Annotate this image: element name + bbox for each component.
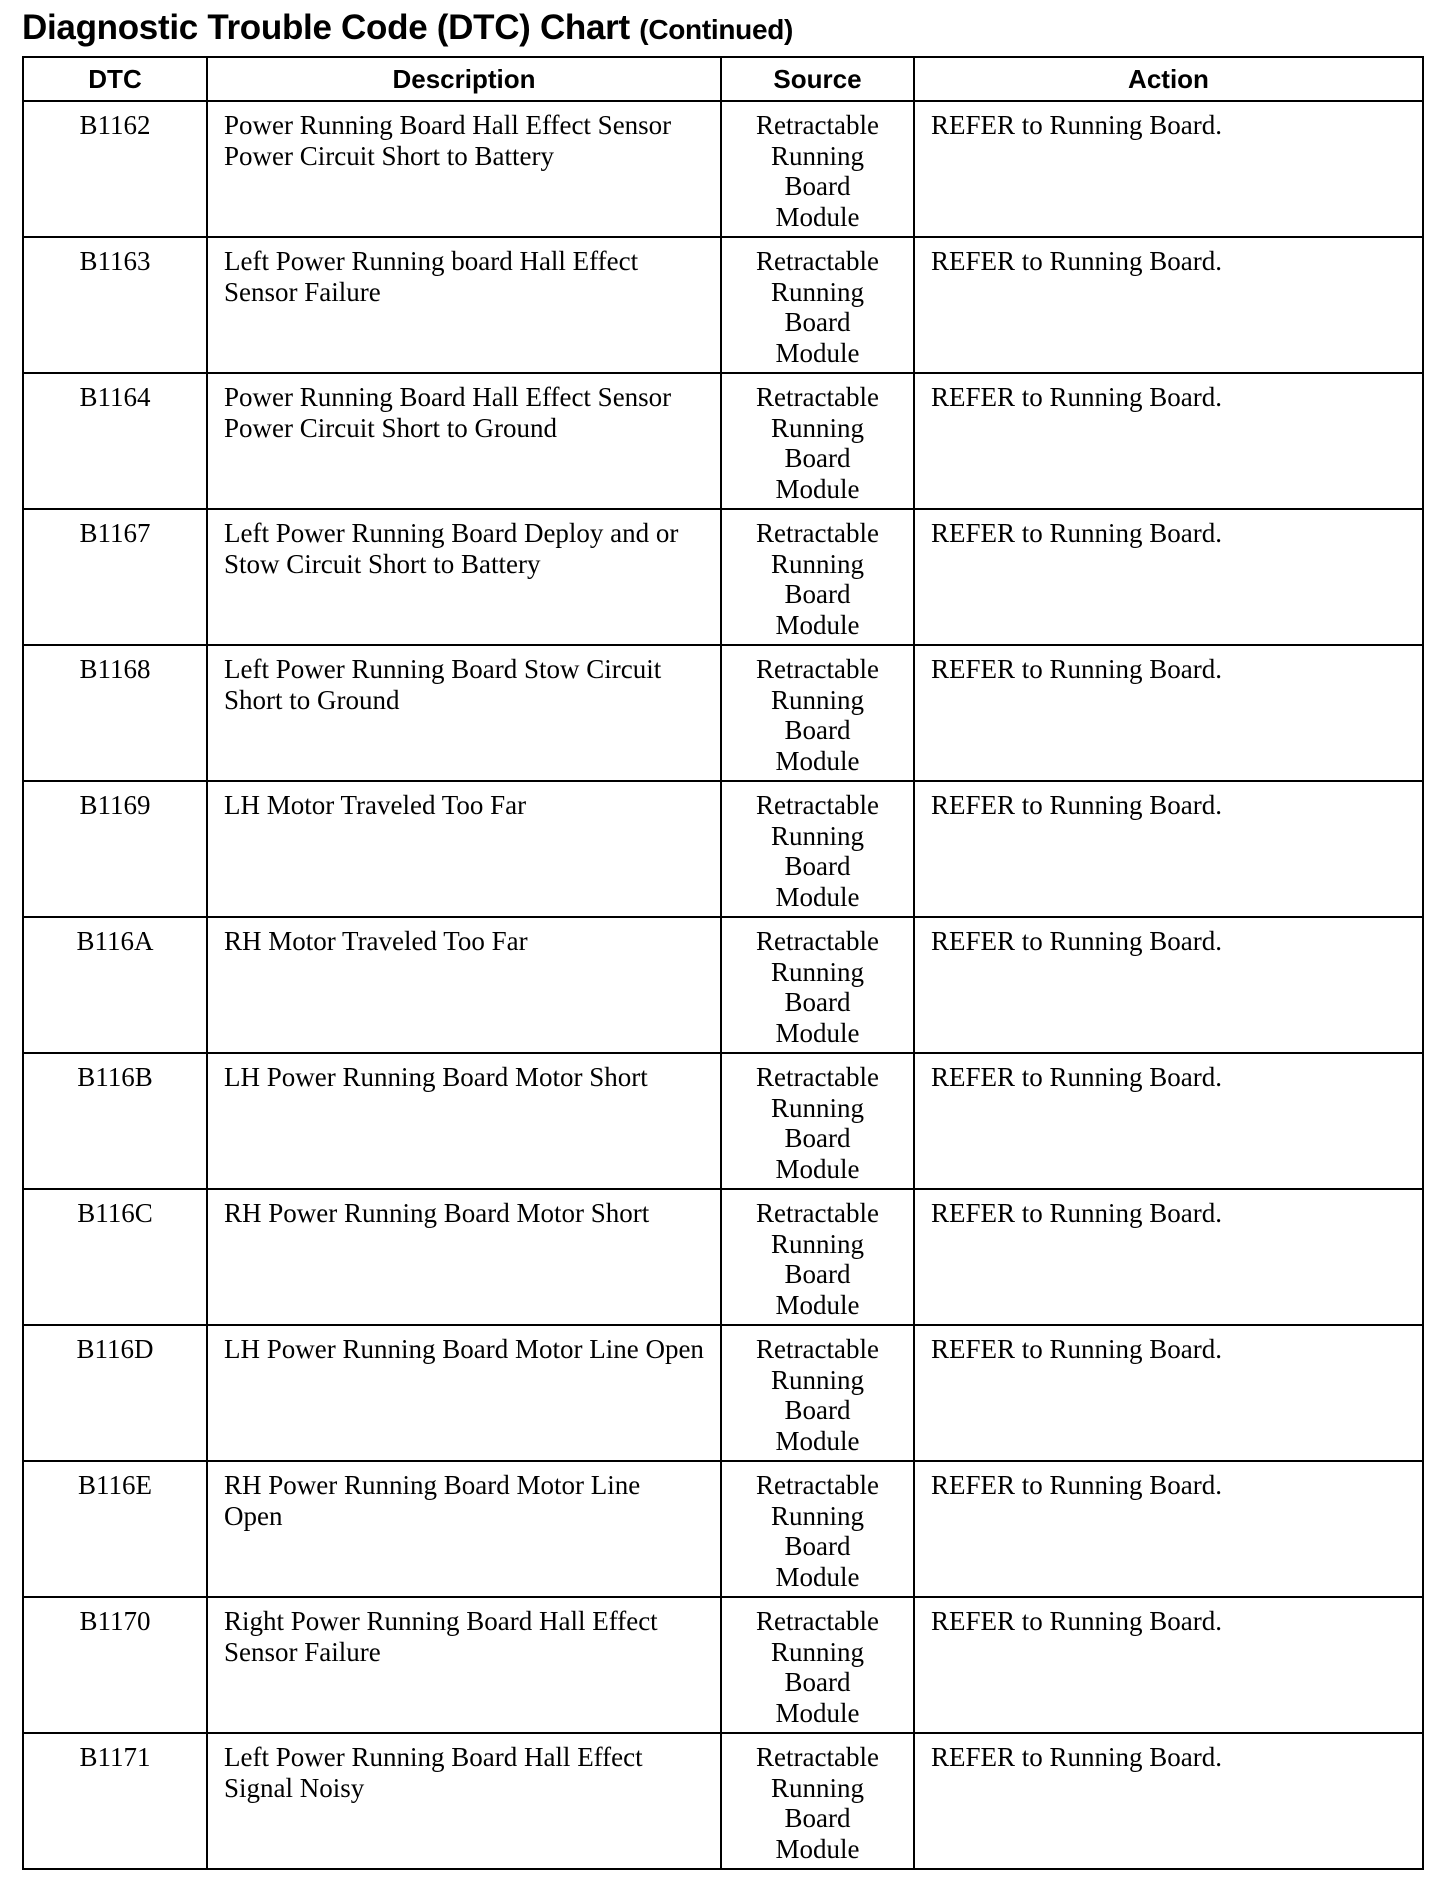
- source-cell: [721, 1189, 914, 1325]
- table-body: [23, 101, 1423, 1869]
- table-row: [23, 1325, 1423, 1461]
- dtc-code-cell: B1170: [23, 1597, 207, 1733]
- table-row: [23, 101, 1423, 237]
- source-line: Retractable: [756, 1470, 879, 1500]
- source-cell: [721, 1733, 914, 1869]
- source-line: Running: [770, 276, 864, 307]
- source-line: Board: [784, 1667, 851, 1697]
- action-cell: REFER to Running Board.: [914, 1461, 1423, 1597]
- description-cell: Power Running Board Hall Effect Sensor Power Circuit Short to Battery: [207, 101, 721, 237]
- source-line: Running: [770, 956, 864, 987]
- description-cell: Left Power Running board Hall Effect Sensor Failure: [207, 237, 721, 373]
- source-cell: [721, 917, 914, 1053]
- source-line: Board: [784, 1531, 851, 1561]
- source-line: Board: [784, 307, 851, 337]
- dtc-code-cell: B116E: [23, 1461, 207, 1597]
- description-cell: Left Power Running Board Deploy and or Stow Circuit Short to Battery: [207, 509, 721, 645]
- source-line: Retractable: [756, 1606, 879, 1636]
- action-cell: REFER to Running Board.: [914, 1053, 1423, 1189]
- source-line: Running: [770, 1364, 864, 1395]
- source-cell: [721, 1053, 914, 1189]
- source-line: Board: [784, 1259, 851, 1289]
- source-line: Board: [784, 1803, 851, 1833]
- source-line: Module: [775, 473, 860, 504]
- source-cell: [721, 1325, 914, 1461]
- source-line: Retractable: [756, 518, 879, 548]
- action-cell: REFER to Running Board.: [914, 101, 1423, 237]
- dtc-code-cell: B1169: [23, 781, 207, 917]
- column-header-source: Source: [721, 57, 914, 101]
- table-row: [23, 1733, 1423, 1869]
- dtc-code-cell: B1171: [23, 1733, 207, 1869]
- table-row: [23, 917, 1423, 1053]
- description-cell: Power Running Board Hall Effect Sensor Power Circuit Short to Ground: [207, 373, 721, 509]
- description-cell: LH Power Running Board Motor Short: [207, 1053, 721, 1189]
- source-line: Running: [770, 684, 864, 715]
- description-cell: RH Power Running Board Motor Short: [207, 1189, 721, 1325]
- source-line: Retractable: [756, 1742, 879, 1772]
- source-line: Running: [770, 1636, 864, 1667]
- table-row: [23, 373, 1423, 509]
- page-title-suffix: (Continued): [639, 14, 794, 45]
- source-cell: [721, 373, 914, 509]
- action-cell: REFER to Running Board.: [914, 509, 1423, 645]
- source-line: Running: [770, 1772, 864, 1803]
- page-title-main: Diagnostic Trouble Code (DTC) Chart: [22, 8, 630, 47]
- table-header-row: [23, 57, 1423, 101]
- column-header-dtc: DTC: [23, 57, 207, 101]
- description-cell: Left Power Running Board Stow Circuit Short to Ground: [207, 645, 721, 781]
- source-line: Running: [770, 820, 864, 851]
- source-cell: [721, 1597, 914, 1733]
- dtc-code-cell: B1163: [23, 237, 207, 373]
- source-line: Module: [775, 1833, 860, 1864]
- source-cell: [721, 237, 914, 373]
- source-line: Board: [784, 443, 851, 473]
- source-line: Module: [775, 609, 860, 640]
- source-line: Board: [784, 715, 851, 745]
- action-cell: REFER to Running Board.: [914, 1597, 1423, 1733]
- source-line: Retractable: [756, 382, 879, 412]
- source-cell: [721, 1461, 914, 1597]
- source-line: Board: [784, 1123, 851, 1153]
- action-cell: REFER to Running Board.: [914, 1733, 1423, 1869]
- dtc-code-cell: B116A: [23, 917, 207, 1053]
- page-title: [22, 8, 793, 48]
- action-cell: REFER to Running Board.: [914, 917, 1423, 1053]
- source-cell: [721, 645, 914, 781]
- source-line: Board: [784, 851, 851, 881]
- description-cell: Right Power Running Board Hall Effect Sensor Failure: [207, 1597, 721, 1733]
- dtc-code-cell: B116C: [23, 1189, 207, 1325]
- source-line: Module: [775, 1289, 860, 1320]
- source-line: Module: [775, 881, 860, 912]
- source-line: Retractable: [756, 246, 879, 276]
- table-row: [23, 1461, 1423, 1597]
- source-line: Module: [775, 1425, 860, 1456]
- table-row: [23, 645, 1423, 781]
- table-row: [23, 1053, 1423, 1189]
- column-header-action: Action: [914, 57, 1423, 101]
- table-row: [23, 509, 1423, 645]
- action-cell: REFER to Running Board.: [914, 237, 1423, 373]
- dtc-code-cell: B1164: [23, 373, 207, 509]
- source-line: Retractable: [756, 1334, 879, 1364]
- action-cell: REFER to Running Board.: [914, 1189, 1423, 1325]
- source-line: Retractable: [756, 790, 879, 820]
- table-row: [23, 1597, 1423, 1733]
- source-line: Board: [784, 579, 851, 609]
- dtc-code-cell: B116B: [23, 1053, 207, 1189]
- description-cell: RH Motor Traveled Too Far: [207, 917, 721, 1053]
- source-line: Module: [775, 1697, 860, 1728]
- source-line: Running: [770, 1092, 864, 1123]
- source-cell: [721, 781, 914, 917]
- dtc-chart-table: [22, 56, 1424, 1870]
- source-line: Board: [784, 171, 851, 201]
- description-cell: Left Power Running Board Hall Effect Signal Noisy: [207, 1733, 721, 1869]
- source-line: Module: [775, 1561, 860, 1592]
- column-header-description: Description: [207, 57, 721, 101]
- source-line: Module: [775, 1153, 860, 1184]
- dtc-code-cell: B1162: [23, 101, 207, 237]
- description-cell: LH Power Running Board Motor Line Open: [207, 1325, 721, 1461]
- source-line: Retractable: [756, 654, 879, 684]
- description-cell: LH Motor Traveled Too Far: [207, 781, 721, 917]
- source-line: Retractable: [756, 1062, 879, 1092]
- source-line: Running: [770, 1500, 864, 1531]
- source-line: Module: [775, 337, 860, 368]
- source-line: Running: [770, 412, 864, 443]
- source-line: Board: [784, 987, 851, 1017]
- description-cell: RH Power Running Board Motor Line Open: [207, 1461, 721, 1597]
- table-row: [23, 237, 1423, 373]
- action-cell: REFER to Running Board.: [914, 645, 1423, 781]
- source-line: Board: [784, 1395, 851, 1425]
- table-row: [23, 781, 1423, 917]
- source-line: Module: [775, 201, 860, 232]
- action-cell: REFER to Running Board.: [914, 1325, 1423, 1461]
- source-line: Running: [770, 548, 864, 579]
- source-cell: [721, 101, 914, 237]
- action-cell: REFER to Running Board.: [914, 781, 1423, 917]
- dtc-code-cell: B1167: [23, 509, 207, 645]
- source-line: Module: [775, 1017, 860, 1048]
- source-cell: [721, 509, 914, 645]
- dtc-code-cell: B1168: [23, 645, 207, 781]
- dtc-code-cell: B116D: [23, 1325, 207, 1461]
- source-line: Running: [770, 140, 864, 171]
- source-line: Retractable: [756, 110, 879, 140]
- action-cell: REFER to Running Board.: [914, 373, 1423, 509]
- table-row: [23, 1189, 1423, 1325]
- source-line: Retractable: [756, 926, 879, 956]
- source-line: Running: [770, 1228, 864, 1259]
- source-line: Module: [775, 745, 860, 776]
- source-line: Retractable: [756, 1198, 879, 1228]
